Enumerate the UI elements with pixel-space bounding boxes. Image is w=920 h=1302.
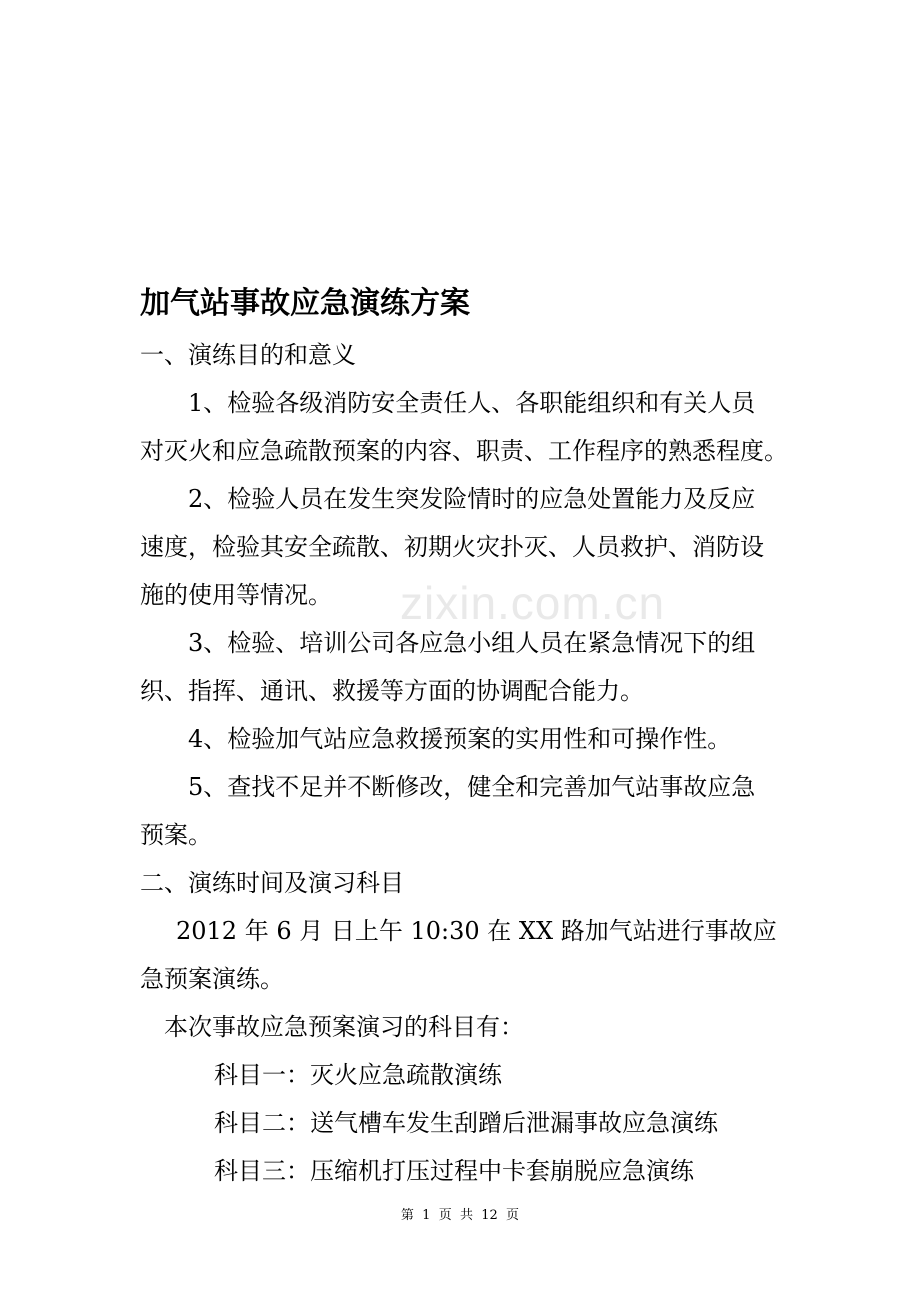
page-footer: 第 1 页 共 12 页 (400, 1208, 520, 1223)
paragraph-line: 预案。 (140, 821, 212, 849)
document-title: 加气站事故应急演练方案 (140, 286, 470, 321)
paragraph-line: 急预案演练。 (140, 965, 284, 993)
subject-item: 科目一：灭火应急疏散演练 (214, 1061, 502, 1089)
subject-item: 科目三：压缩机打压过程中卡套崩脱应急演练 (214, 1157, 694, 1185)
section-heading-2: 二、演练时间及演习科目 (140, 869, 404, 897)
paragraph-line: 1、检验各级消防安全责任人、各职能组织和有关人员 (188, 389, 756, 417)
paragraph-line: 3、检验、培训公司各应急小组人员在紧急情况下的组 (188, 629, 756, 657)
paragraph-line: 5、查找不足并不断修改，健全和完善加气站事故应急 (188, 773, 756, 801)
paragraph-line: 2、检验人员在发生突发险情时的应急处置能力及反应 (188, 485, 756, 513)
paragraph-line: 对灭火和应急疏散预案的内容、职责、工作程序的熟悉程度。 (140, 437, 788, 465)
paragraph-line: 施的使用等情况。 (140, 581, 332, 609)
paragraph-line: 织、指挥、通讯、救援等方面的协调配合能力。 (140, 677, 644, 705)
paragraph-line: 2012 年 6 月 日上午 10:30 在 XX 路加气站进行事故应 (176, 917, 777, 945)
paragraph-line: 4、检验加气站应急救援预案的实用性和可操作性。 (188, 725, 732, 753)
section-heading-1: 一、演练目的和意义 (140, 341, 356, 369)
subject-item: 科目二：送气槽车发生刮蹭后泄漏事故应急演练 (214, 1109, 718, 1137)
paragraph-line: 本次事故应急预案演习的科目有： (164, 1013, 524, 1041)
paragraph-line: 速度，检验其安全疏散、初期火灾扑灭、人员救护、消防设 (140, 533, 764, 561)
watermark: zixin.com.cn (400, 577, 666, 629)
